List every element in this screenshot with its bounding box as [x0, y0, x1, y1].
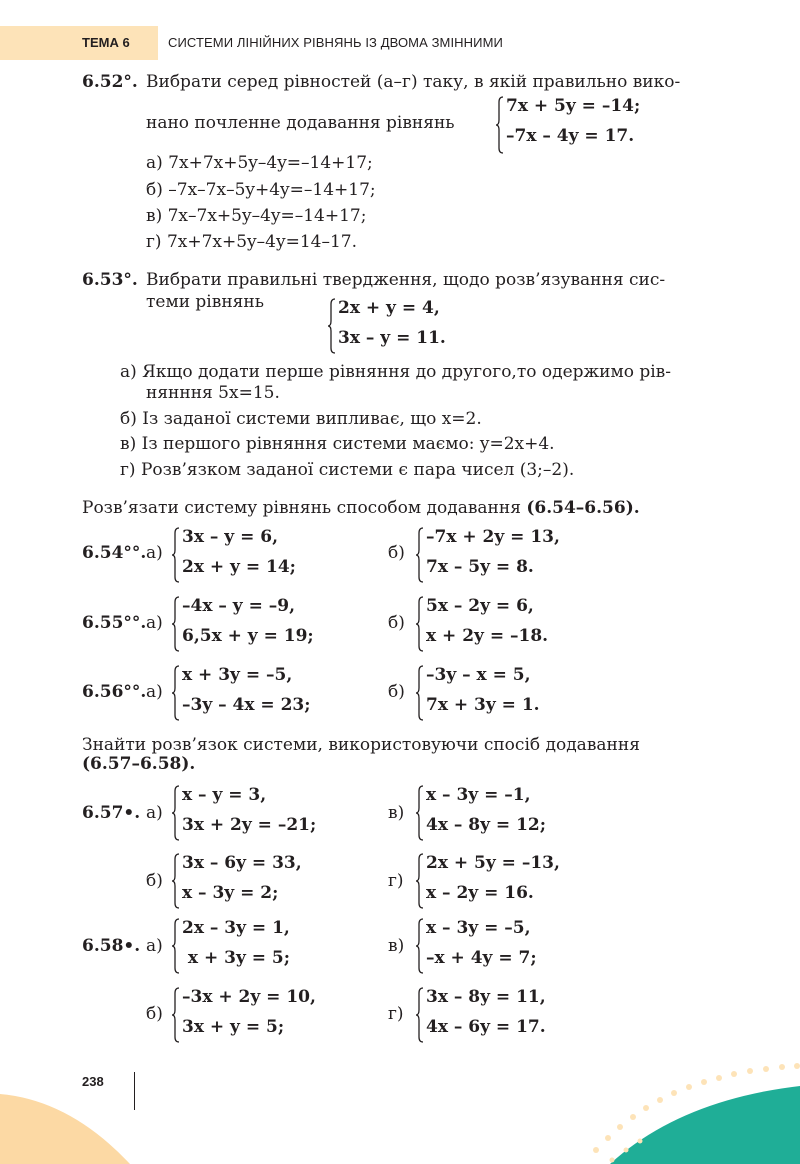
topic-title: СИСТЕМИ ЛІНІЙНИХ РІВНЯНЬ ІЗ ДВОМА ЗМІННИМИ	[168, 35, 503, 50]
equation: x – y = 3,	[182, 785, 267, 805]
item-label: б)	[388, 543, 405, 563]
item-label: а)	[146, 543, 163, 563]
orange-corner-shape	[0, 1094, 130, 1164]
item-label: б)	[146, 1004, 163, 1024]
item-label: г)	[388, 1004, 404, 1024]
option: г) Розв’язком заданої системи є пара чисел (3;–2).	[120, 460, 575, 480]
equation: x – 3y = 2;	[182, 883, 279, 903]
item-label: а)	[146, 613, 163, 633]
item-label: б)	[388, 682, 405, 702]
option: б) Із заданої системи випливає, що x=2.	[120, 409, 482, 429]
option: в) 7x–7x+5y–4y=–14+17;	[146, 206, 367, 226]
problem-number: 6.54°°.	[82, 543, 147, 563]
equation: 2x + 5y = –13,	[426, 853, 560, 873]
equation: 3x – y = 11.	[338, 328, 446, 348]
item-label: в)	[388, 936, 405, 956]
item-label: а)	[146, 936, 163, 956]
equation: 3x – 8y = 11,	[426, 987, 546, 1007]
equation: x + 3y = –5,	[182, 665, 293, 685]
topic-tag-label: ТЕМА 6	[82, 35, 130, 50]
equation: –7x + 2y = 13,	[426, 527, 560, 547]
equation: x + 2y = –18.	[426, 626, 549, 646]
item-label: в)	[388, 803, 405, 823]
equation: 4x – 6y = 17.	[426, 1017, 546, 1037]
option: а) Якщо додати перше рівняння до другого,то одержимо рів-	[120, 362, 671, 382]
equation: –3y – x = 5,	[426, 665, 531, 685]
equation: 6,5x + y = 19;	[182, 626, 314, 646]
option: а) 7x+7x+5y–4y=–14+17;	[146, 153, 373, 173]
section-intro-range: (6.54–6.56).	[526, 498, 640, 518]
equation: 3x + 2y = –21;	[182, 815, 317, 835]
equation: x + 3y = 5;	[182, 948, 291, 968]
section-intro-text: Розв’язати систему рівнянь способом додавання	[82, 498, 527, 518]
equation: 2x – 3y = 1,	[182, 918, 290, 938]
page-number: 238	[82, 1074, 104, 1089]
equation: –4x – y = –9,	[182, 596, 296, 616]
problem-number: 6.56°°.	[82, 682, 147, 702]
problem-number: 6.52°.	[82, 72, 138, 92]
equation: x – 3y = –5,	[426, 918, 531, 938]
equation: 2x + y = 14;	[182, 557, 296, 577]
problem-number: 6.58•.	[82, 936, 141, 956]
equation: 5x – 2y = 6,	[426, 596, 534, 616]
equation: x – 2y = 16.	[426, 883, 534, 903]
problem-number: 6.53°.	[82, 270, 138, 290]
equation: 3x – y = 6,	[182, 527, 279, 547]
problem-text: Вибрати серед рівностей (а–г) таку, в якій правильно вико-	[146, 72, 681, 92]
equation: 2x + y = 4,	[338, 298, 440, 318]
option: б) –7x–7x–5y+4y=–14+17;	[146, 180, 376, 200]
teal-corner-shape	[610, 1086, 800, 1164]
item-label: а)	[146, 682, 163, 702]
problem-text: теми рівнянь	[146, 292, 264, 312]
item-label: б)	[146, 871, 163, 891]
option: в) Із першого рівняння системи маємо: y=2x+4.	[120, 434, 555, 454]
page-number-divider	[134, 1072, 135, 1110]
equation: 7x + 3y = 1.	[426, 695, 540, 715]
item-label: г)	[388, 871, 404, 891]
problem-number: 6.55°°.	[82, 613, 147, 633]
equation: –7x – 4y = 17.	[506, 126, 635, 146]
section-intro-range: (6.57–6.58).	[82, 754, 196, 774]
equation: 7x + 5y = –14;	[506, 96, 641, 116]
equation: 7x – 5y = 8.	[426, 557, 534, 577]
equation: 4x – 8y = 12;	[426, 815, 547, 835]
problem-text: Вибрати правильні твердження, щодо розв’язування сис-	[146, 270, 666, 290]
equation: 3x + y = 5;	[182, 1017, 285, 1037]
option: г) 7x+7x+5y–4y=14–17.	[146, 232, 357, 252]
item-label: а)	[146, 803, 163, 823]
option: нянння 5x=15.	[146, 383, 280, 403]
equation: x – 3y = –1,	[426, 785, 531, 805]
equation: –3x + 2y = 10,	[182, 987, 316, 1007]
equation: –x + 4y = 7;	[426, 948, 537, 968]
problem-number: 6.57•.	[82, 803, 141, 823]
equation: 3x – 6y = 33,	[182, 853, 302, 873]
item-label: б)	[388, 613, 405, 633]
section-intro: Знайти розв’язок системи, використовуючи спосіб додавання	[82, 735, 640, 755]
equation: –3y – 4x = 23;	[182, 695, 311, 715]
problem-text: нано почленне додавання рівнянь	[146, 113, 455, 133]
